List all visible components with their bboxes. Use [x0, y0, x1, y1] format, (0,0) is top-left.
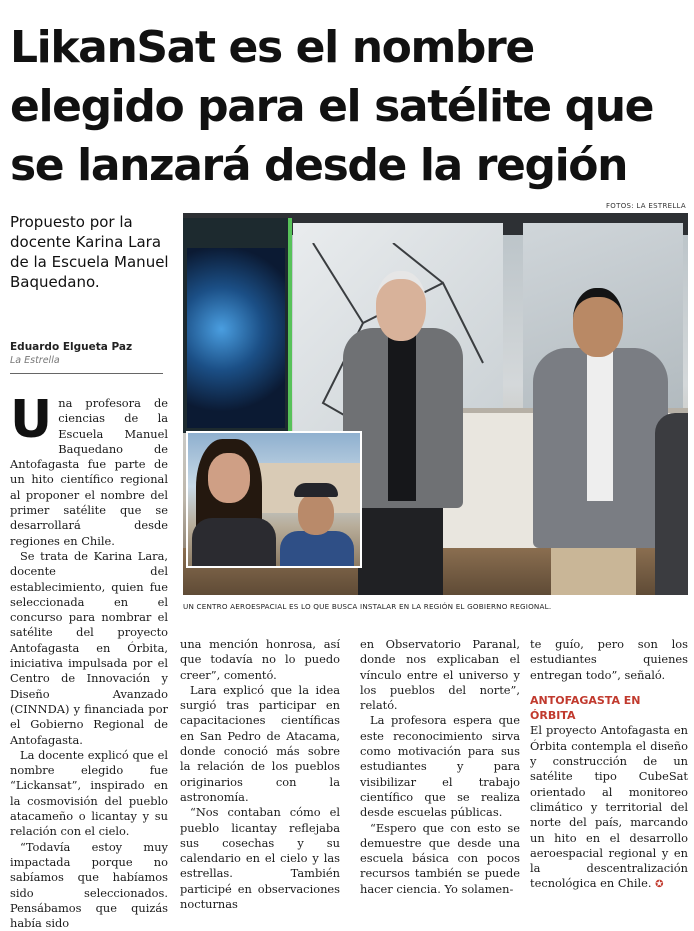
- body-paragraph: una mención honrosa, así que todavía no lo puedo creer”, comentó.: [180, 637, 340, 682]
- body-column-4: [530, 637, 688, 893]
- body-paragraph: La docente explicó que el nombre elegido fue “Lickansat”, inspirado en la cosmovisión del pueblo atacameño o licantay y su relación con el cielo.: [10, 747, 168, 839]
- end-mark-icon: ✪: [655, 879, 664, 891]
- body-column-2: [180, 637, 340, 912]
- body-paragraph: La profesora espera que este reconocimiento sirva como motivación para sus estudiantes y para visibilizar el trabajo científico que se realiza desde escuelas públicas.: [360, 713, 520, 820]
- byline-author: Eduardo Elgueta Paz: [10, 341, 133, 353]
- drop-cap: U: [10, 390, 53, 450]
- inset-student-face: [298, 493, 334, 535]
- headline: LikanSat es el nombre elegido para el satélite que se lanzará desde la región: [10, 22, 654, 191]
- photo-man-left-legs: [358, 503, 443, 595]
- photo-edge-figure: [655, 413, 688, 595]
- photo-monitor: [183, 218, 292, 433]
- body-paragraph: “Espero que con esto se demuestre que desde una escuela básica con pocos recursos también se puede hacer ciencia. Yo solamen-: [360, 820, 520, 896]
- body-paragraph: en Observatorio Paranal, donde nos explicaban el vínculo entre el universo y los pueblos del norte”, relató.: [360, 637, 520, 713]
- photo-monitor-screen: [187, 248, 285, 428]
- photo-man-right-head: [573, 288, 623, 357]
- body-text: na profesora de ciencias de la Escuela Manuel Baquedano de Antofagasta fue parte de un hito científico regional al proponer el nombre del primer satélite que se desarrollará desde regiones en Chile.: [10, 396, 168, 548]
- photo-man-left-shirt: [388, 331, 416, 501]
- byline-divider: [10, 373, 163, 374]
- inset-woman-body: [192, 518, 276, 568]
- inset-woman-face: [208, 453, 250, 503]
- body-paragraph: te guío, pero son los estudiantes quienes entregan todo”, señaló.: [530, 637, 688, 682]
- main-photo: [183, 213, 688, 595]
- photo-man-right-shirt: [587, 351, 613, 501]
- body-paragraph: Se trata de Karina Lara, docente del establecimiento, quien fue seleccionada en el concurso para nombrar el satélite del proyecto Antofagasta en Órbita, iniciativa impulsada por el Centro de Innovación y Diseño Avanzado (CINNDA) y financiada por el Gobierno Regional de Antofagasta.: [10, 548, 168, 747]
- photo-credit: FOTOS: LA ESTRELLA: [605, 202, 686, 210]
- inset-student-body: [280, 531, 354, 568]
- body-paragraph: Lara explicó que la idea surgió tras participar en capacitaciones científicas en San Pedro de Atacama, donde conoció más sobre la relación de los pueblos originarios con la astronomía.: [180, 682, 340, 804]
- photo-man-left-head: [376, 271, 426, 341]
- body-column-3: [360, 637, 520, 897]
- photo-caption: UN CENTRO AEROESPACIAL ES LO QUE BUSCA INSTALAR EN LA REGIÓN EL GOBIERNO REGIONAL.: [183, 602, 552, 611]
- section-subhead: ANTOFAGASTA EN ÓRBITA: [530, 693, 641, 723]
- body-paragraph: [10, 390, 168, 549]
- body-paragraph: “Nos contaban cómo el pueblo licantay reflejaba sus cosechas y su calendario en el cielo y las estrellas. También participé en observaciones nocturnas: [180, 805, 340, 912]
- inset-photo: [186, 431, 362, 568]
- body-column-1: [10, 390, 168, 931]
- body-paragraph: “Todavía estoy muy impactada porque no sabíamos que habíamos sido seleccionados. Pensábamos que quizás había sido: [10, 839, 168, 931]
- body-text: El proyecto Antofagasta en Órbita contempla el diseño y construcción de un satélite tipo CubeSat orientado al monitoreo climático y territorial del norte del país, marcando un hito en el desarrollo aeroespacial regional y en la descentralización tecnológica en Chile.: [530, 723, 688, 891]
- article-deck: Propuesto por la docente Karina Lara de la Escuela Manuel Baquedano.: [10, 213, 169, 291]
- byline-outlet: La Estrella: [10, 355, 60, 366]
- inset-student-cap: [294, 483, 338, 497]
- body-paragraph: [530, 723, 688, 892]
